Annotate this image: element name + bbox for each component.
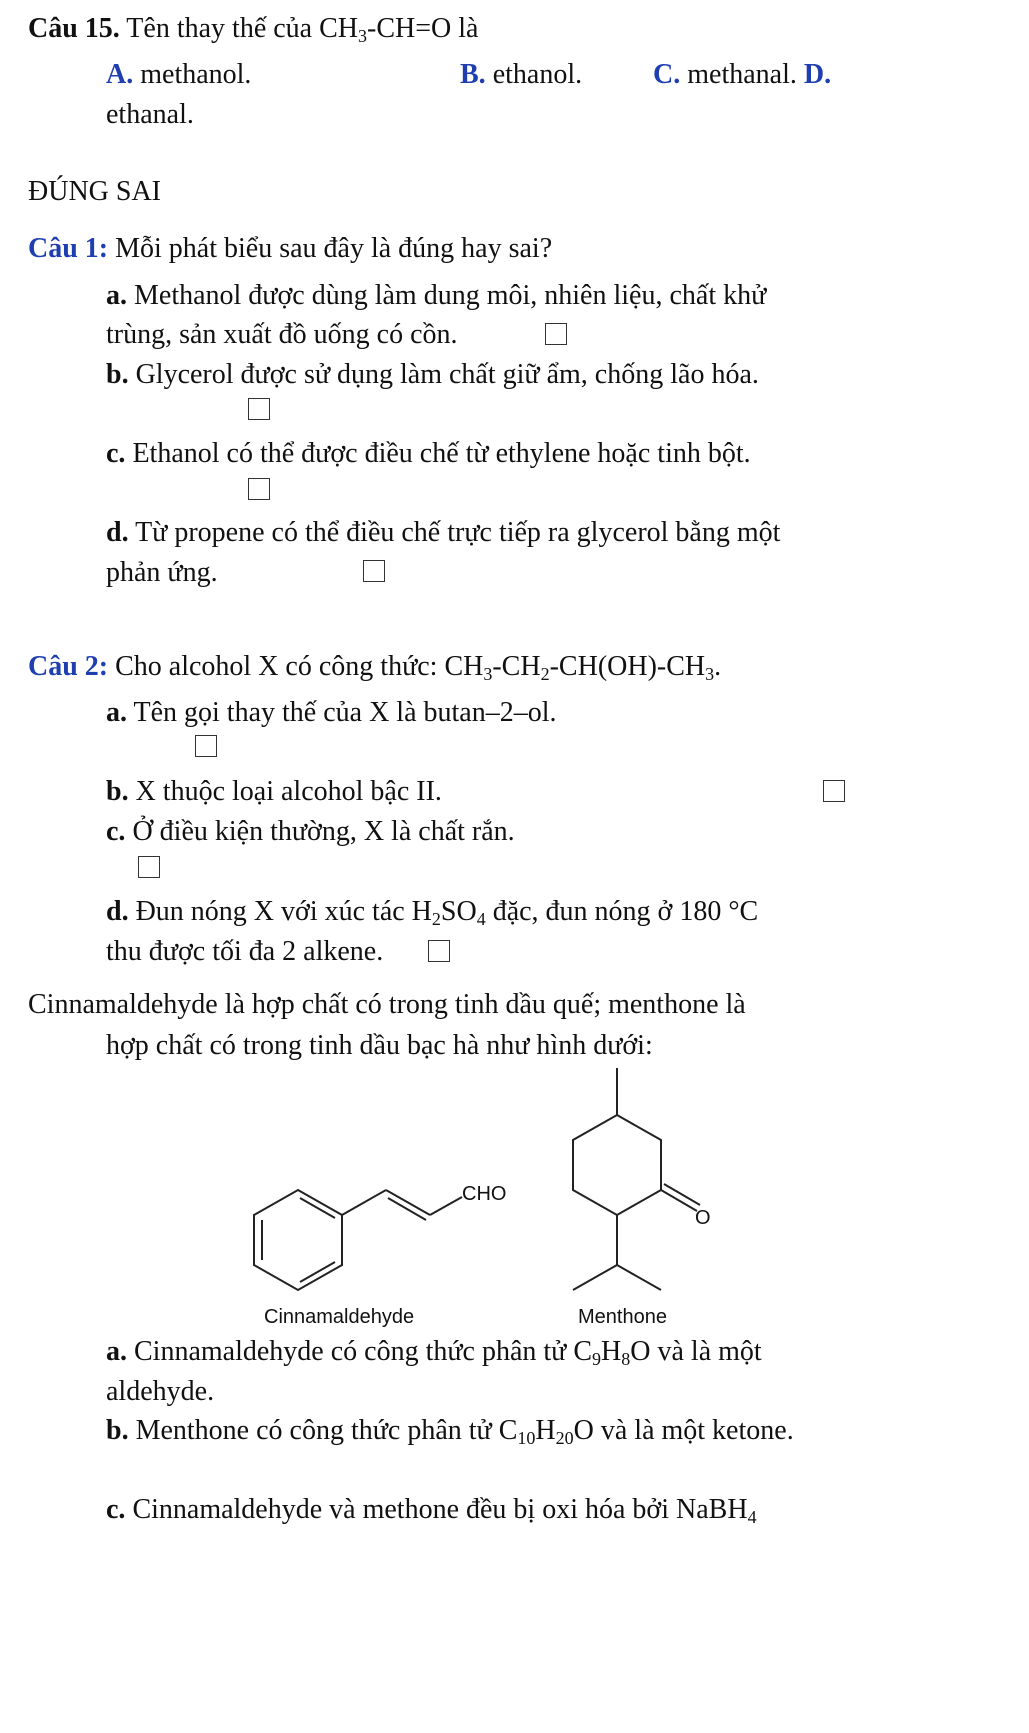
q15-option-d-text: ethanal. — [106, 99, 194, 130]
menthone-structure — [573, 1068, 700, 1290]
q15-label: Câu 15. — [28, 13, 120, 44]
benzene-ring — [254, 1190, 342, 1290]
cau1-label: Câu 1: — [28, 233, 109, 264]
cyclohexane-ring — [573, 1115, 661, 1215]
cau2-question: Cho alcohol X có công thức: $CH_3-CH_2-CH(OH)-CH_3$. — [115, 651, 722, 684]
q15-option-a[interactable]: A. methanol. — [106, 59, 252, 90]
cau2-label: Câu 2: — [28, 651, 109, 682]
cau2-b: b. X thuộc loại alcohol bậc II. — [106, 776, 442, 807]
isopropyl-right — [617, 1265, 661, 1290]
section-heading: ĐÚNG SAI — [28, 176, 161, 207]
q15-option-b[interactable]: B. ethanol. — [460, 59, 583, 90]
cau1-d-line2: phản ứng. — [106, 557, 218, 588]
cau2-a: a. Tên gọi thay thế của X là butan–2–ol. — [106, 697, 557, 728]
isopropyl-left — [573, 1265, 617, 1290]
cho-label: CHO — [462, 1183, 507, 1205]
cau1-question: Mỗi phát biểu sau đây là đúng hay sai? — [115, 233, 553, 264]
menthone-caption: Menthone — [578, 1306, 667, 1328]
cau1-a: a. Methanol được dùng làm dung môi, nhiên liệu, chất khử — [106, 280, 767, 311]
q15-option-c[interactable]: C. methanal. D. — [653, 59, 832, 90]
cau2-c: c. Ở điều kiện thường, X là chất rắn. — [106, 816, 515, 847]
cin-intro-line1: Cinnamaldehyde là hợp chất có trong tinh dầu quế; menthone là — [28, 989, 746, 1020]
chain-bond-1 — [342, 1190, 386, 1215]
q15-text: Tên thay thế của $CH_3-CH=O$ là — [126, 13, 479, 46]
cin-c: c. Cinnamaldehyde và methone đều bị oxi hóa bởi NaBH$_4$ — [106, 1494, 757, 1527]
cau2-d-line2: thu được tối đa 2 alkene. — [106, 936, 384, 967]
cin-b: b. Menthone có công thức phân tử $C_{10}H_{20}O$ và là một ketone. — [106, 1415, 794, 1448]
cin-intro-line2: hợp chất có trong tinh dầu bạc hà như hình dưới: — [106, 1030, 653, 1061]
q15-option-d-label[interactable]: D. — [803, 59, 832, 90]
cinnamaldehyde-structure — [254, 1190, 462, 1290]
cau1-c: c. Ethanol có thể được điều chế từ ethylene hoặc tinh bột. — [106, 438, 751, 469]
cau2-d: d. Đun nóng X với xúc tác $H_2SO_4$ đặc, đun nóng ở 180 °C — [106, 896, 759, 929]
cin-a: a. Cinnamaldehyde có công thức phân tử $C_9H_8O$ và là một — [106, 1336, 762, 1369]
chain-bond-cho — [430, 1197, 462, 1215]
cau1-d: d. Từ propene có thể điều chế trực tiếp ra glycerol bằng một — [106, 517, 781, 548]
chain-double-bond-a — [386, 1190, 430, 1215]
oxygen-label: O — [695, 1207, 711, 1229]
cau1-a-line2: trùng, sản xuất đồ uống có cồn. — [106, 319, 458, 350]
cin-a-line2: aldehyde. — [106, 1376, 215, 1407]
cinnamaldehyde-caption: Cinnamaldehyde — [264, 1306, 415, 1328]
cau1-b: b. Glycerol được sử dụng làm chất giữ ẩm, chống lão hóa. — [106, 359, 759, 390]
